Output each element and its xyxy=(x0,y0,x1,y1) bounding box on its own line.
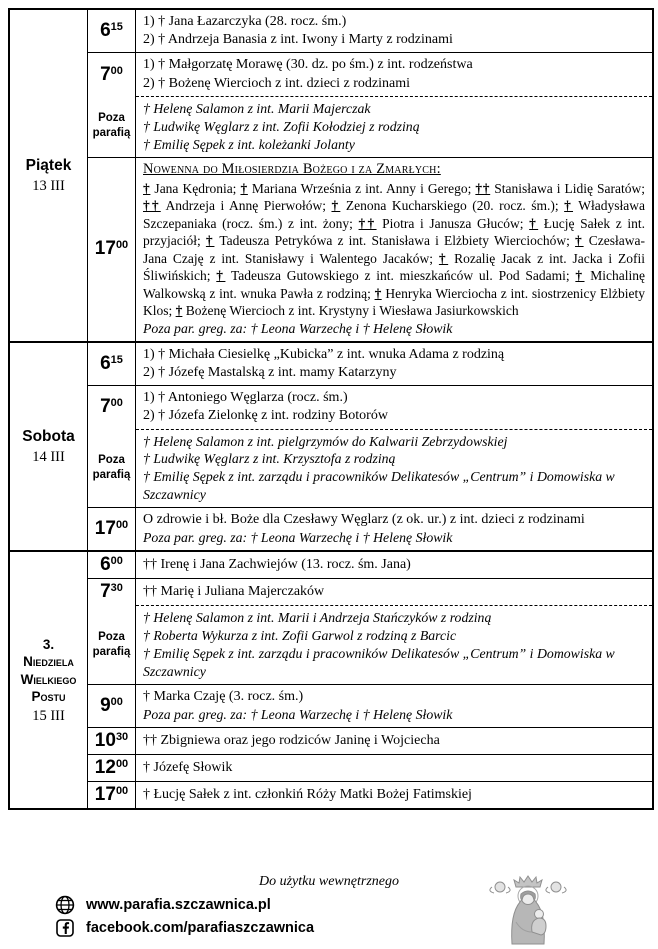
time-minutes: 00 xyxy=(110,64,123,77)
novena-heading: Nowenna do Miłosierdzia Bożego i za Zmarłych: xyxy=(143,160,441,177)
poza-parafia-label: Poza xyxy=(98,630,125,643)
schedule-row xyxy=(10,429,652,508)
intention-line: 2) † Andrzeja Banasia z int. Iwony i Marty z rodzinami xyxy=(143,32,453,48)
intention-line: † Ludwikę Węglarz z int. Zofii Kołodziej z rodziną xyxy=(143,118,420,134)
poza-parafia-label: Poza xyxy=(98,453,125,466)
time-cell xyxy=(88,550,136,578)
day-date: 13 III xyxy=(32,177,65,194)
time-hour: 17 xyxy=(94,518,116,540)
cross-icon: † xyxy=(240,180,248,196)
intention-line: † Józefę Słowik xyxy=(143,760,233,776)
website-row xyxy=(55,895,314,915)
intentions-cell xyxy=(136,550,652,578)
intention-line: 2) † Józefa Zielonkę z int. rodziny Botorów xyxy=(143,408,388,424)
intention-line: 1) † Jana Łazarczyka (28. rocz. śm.) xyxy=(143,14,347,29)
time-minutes: 00 xyxy=(110,397,123,410)
intention-line: † Roberta Wykurza z int. Zofii Garwol z rodziną z Barcic xyxy=(143,628,457,644)
intentions-cell xyxy=(136,684,652,727)
time-cell xyxy=(88,341,136,385)
time-hour: 17 xyxy=(94,784,116,806)
schedule-row xyxy=(10,727,652,754)
intention-line: † Marka Czaję (3. rocz. śm.) xyxy=(143,689,304,705)
intention-line: 2) † Józefę Mastalską z int. mamy Katarzyny xyxy=(143,365,397,380)
gregorian-mass-note: Poza par. greg. za: † Leona Warzechę i † Helenę Słowik xyxy=(143,530,453,546)
cross-icon: † xyxy=(564,198,574,214)
day-name: Postu xyxy=(31,689,66,705)
schedule-row xyxy=(10,385,652,428)
time-hour: 6 xyxy=(100,353,111,374)
intention-line: † Helenę Salamon z int. Marii Majerczak xyxy=(143,100,371,116)
cross-icon: †† xyxy=(475,180,491,196)
cross-icon: † xyxy=(529,215,539,231)
schedule-row xyxy=(10,781,652,808)
intention-line: 1) † Antoniego Węglarza (rocz. śm.) xyxy=(143,390,348,406)
day-cell xyxy=(10,341,88,551)
time-cell xyxy=(88,157,136,341)
mass-intentions-body xyxy=(10,10,652,808)
intention-line: 1) † Małgorzatę Morawę (30. dz. po śm.) z int. rodzeństwa xyxy=(143,57,473,73)
facebook-row xyxy=(55,918,314,938)
intentions-cell xyxy=(136,754,652,781)
globe-icon xyxy=(55,895,75,915)
intention-line: † Emilię Sępek z int. zarządu i pracowników Delikatesów „Centrum” i Domowiska w Szczawnicy xyxy=(143,469,615,503)
schedule-row xyxy=(10,157,652,341)
time-hour: 7 xyxy=(100,63,111,85)
schedule-row xyxy=(10,507,652,550)
intentions-cell xyxy=(136,157,652,341)
intention-line: † Emilię Sępek z int. koleżanki Jolanty xyxy=(143,136,355,152)
intentions-cell xyxy=(136,781,652,808)
schedule-row xyxy=(10,341,652,385)
intention-line: †† Zbigniewa oraz jego rodziców Janinę i Wojciecha xyxy=(143,733,440,749)
day-name: Sobota xyxy=(22,428,75,446)
intention-line: † Łucję Sałek z int. członkiń Róży Matki Bożej Fatimskiej xyxy=(143,787,472,803)
cross-icon: † xyxy=(175,303,183,319)
facebook-link[interactable]: facebook.com/parafiaszczawnica xyxy=(86,920,315,936)
schedule-row xyxy=(10,10,652,52)
cross-icon: †† xyxy=(358,215,377,231)
poza-parafia-label: parafią xyxy=(92,468,131,481)
gregorian-mass-note: Poza par. greg. za: † Leona Warzechę i † Helenę Słowik xyxy=(143,707,453,723)
day-date: 14 III xyxy=(32,448,65,465)
time-hour: 7 xyxy=(100,581,111,603)
schedule-row xyxy=(10,754,652,781)
poza-parafia-label-cell xyxy=(88,96,136,157)
time-cell xyxy=(88,684,136,727)
cross-icon: † xyxy=(575,233,584,249)
cross-icon: †† xyxy=(143,198,161,214)
time-minutes: 00 xyxy=(110,696,123,709)
cross-icon: † xyxy=(143,180,151,196)
poza-parafia-label: Poza xyxy=(98,112,125,125)
intention-line: † Emilię Sępek z int. zarządu i pracowników Delikatesów „Centrum” i Domowiska w Szczawnicy xyxy=(143,646,615,680)
our-lady-of-perpetual-help-image xyxy=(482,874,574,949)
time-hour: 12 xyxy=(94,757,116,779)
intention-line: †† Irenę i Jana Zachwiejów (13. rocz. śm. Jana) xyxy=(143,557,411,573)
time-minutes: 00 xyxy=(115,239,129,252)
intentions-cell xyxy=(136,578,652,605)
schedule-row xyxy=(10,96,652,157)
intentions-cell xyxy=(136,605,652,684)
poza-parafia-label-cell xyxy=(88,605,136,684)
time-hour: 10 xyxy=(94,730,116,752)
poza-parafia-label: parafią xyxy=(92,127,131,140)
time-minutes: 00 xyxy=(115,785,129,798)
poza-parafia-label-cell xyxy=(88,429,136,508)
time-minutes: 00 xyxy=(115,519,129,532)
novena-intentions: † Jana Kędronia; † Mariana Września z int. Anny i Gerego; †† Stanisława i Lidię Saratów; †† Andrzeja i Annę Pierwołów; † Zenona Kucharskiego (20. rocz. śm.); † Władysława Szczepaniaka (rocz. śm.) z int. żony; †† Piotra i Janusza Głuców; † Łucję Sałek z int. przyjaciół; † Tadeusza Petrykówa z int. Stanisława i Elżbiety Wierciochów; † Czesława-Jana Czaję z int. Stanisławy i Walentego Jacaków; † Rozalię Jacak z int. Jacka i Zofii Śliwińskich; † Tadeusza Gutowskiego z int. mieszkańców ul. Pod Sadami; † Michalinę Walkowską z int. wnuka Pawła z rodziną; † Henryka Wierciocha z int. siostrzenicy Elżbiety Klos; † Bożenę Wiercioch z int. Krystyny i Wiesława Jasiurkowskich xyxy=(143,180,646,319)
day-cell xyxy=(10,550,88,808)
intentions-cell xyxy=(136,727,652,754)
time-hour: 7 xyxy=(100,396,111,418)
intention-line: 2) † Bożenę Wiercioch z int. dzieci z rodzinami xyxy=(143,75,411,91)
time-hour: 17 xyxy=(94,238,116,260)
intention-line: †† Marię i Juliana Majerczaków xyxy=(143,584,325,600)
time-minutes: 00 xyxy=(115,758,129,771)
intention-line: † Helenę Salamon z int. Marii i Andrzeja Stańczyków z rodziną xyxy=(143,610,492,626)
schedule-row xyxy=(10,684,652,727)
time-cell xyxy=(88,727,136,754)
time-cell xyxy=(88,754,136,781)
time-minutes: 00 xyxy=(110,555,123,568)
intention-line: † Ludwikę Węglarz z int. Krzysztofa z rodziną xyxy=(143,451,396,467)
cross-icon: † xyxy=(205,233,215,249)
intentions-cell xyxy=(136,96,652,157)
time-cell xyxy=(88,385,136,428)
day-name: Niedziela xyxy=(23,654,74,670)
website-link[interactable]: www.parafia.szczawnica.pl xyxy=(86,897,271,913)
intentions-cell xyxy=(136,10,652,52)
cross-icon: † xyxy=(438,250,449,266)
day-cell xyxy=(10,10,88,341)
time-hour: 6 xyxy=(100,20,111,42)
schedule-row xyxy=(10,52,652,95)
time-cell xyxy=(88,10,136,52)
facebook-icon xyxy=(55,918,75,938)
time-minutes: 15 xyxy=(110,21,123,34)
intention-line: † Helenę Salamon z int. pielgrzymów do Kalwarii Zebrzydowskiej xyxy=(143,433,508,449)
intentions-cell xyxy=(136,429,652,508)
day-name: 3. xyxy=(42,636,55,652)
intention-line: O zdrowie i bł. Boże dla Czesławy Węglarz (z ok. ur.) z int. dzieci z rodzinami xyxy=(143,512,585,528)
intentions-cell xyxy=(136,52,652,95)
mass-intentions-table xyxy=(8,8,654,810)
internal-use-note: Do użytku wewnętrznego xyxy=(259,874,399,889)
time-minutes: 15 xyxy=(110,354,123,366)
cross-icon: † xyxy=(216,268,226,284)
time-cell xyxy=(88,781,136,808)
cross-icon: † xyxy=(331,198,341,214)
time-cell xyxy=(88,52,136,95)
time-minutes: 30 xyxy=(115,731,129,744)
time-hour: 9 xyxy=(100,695,111,717)
day-date: 15 III xyxy=(32,707,65,724)
intentions-cell xyxy=(136,341,652,385)
time-cell xyxy=(88,578,136,605)
cross-icon: † xyxy=(374,285,382,301)
day-name: Wielkiego xyxy=(20,671,77,687)
poza-parafia-label: parafią xyxy=(92,645,131,658)
day-name: Piątek xyxy=(25,157,72,175)
time-minutes: 30 xyxy=(110,582,123,595)
gregorian-mass-note: Poza par. greg. za: † Leona Warzechę i † Helenę Słowik xyxy=(143,320,453,336)
intentions-cell xyxy=(136,385,652,428)
intention-line: 1) † Michała Ciesielkę „Kubicka” z int. wnuka Adama z rodziną xyxy=(143,346,505,362)
footer-links xyxy=(55,895,314,941)
time-hour: 6 xyxy=(100,554,111,576)
schedule-row xyxy=(10,550,652,578)
intentions-cell xyxy=(136,507,652,550)
cross-icon: † xyxy=(575,268,585,284)
schedule-row xyxy=(10,578,652,605)
schedule-row xyxy=(10,605,652,684)
time-cell xyxy=(88,507,136,550)
